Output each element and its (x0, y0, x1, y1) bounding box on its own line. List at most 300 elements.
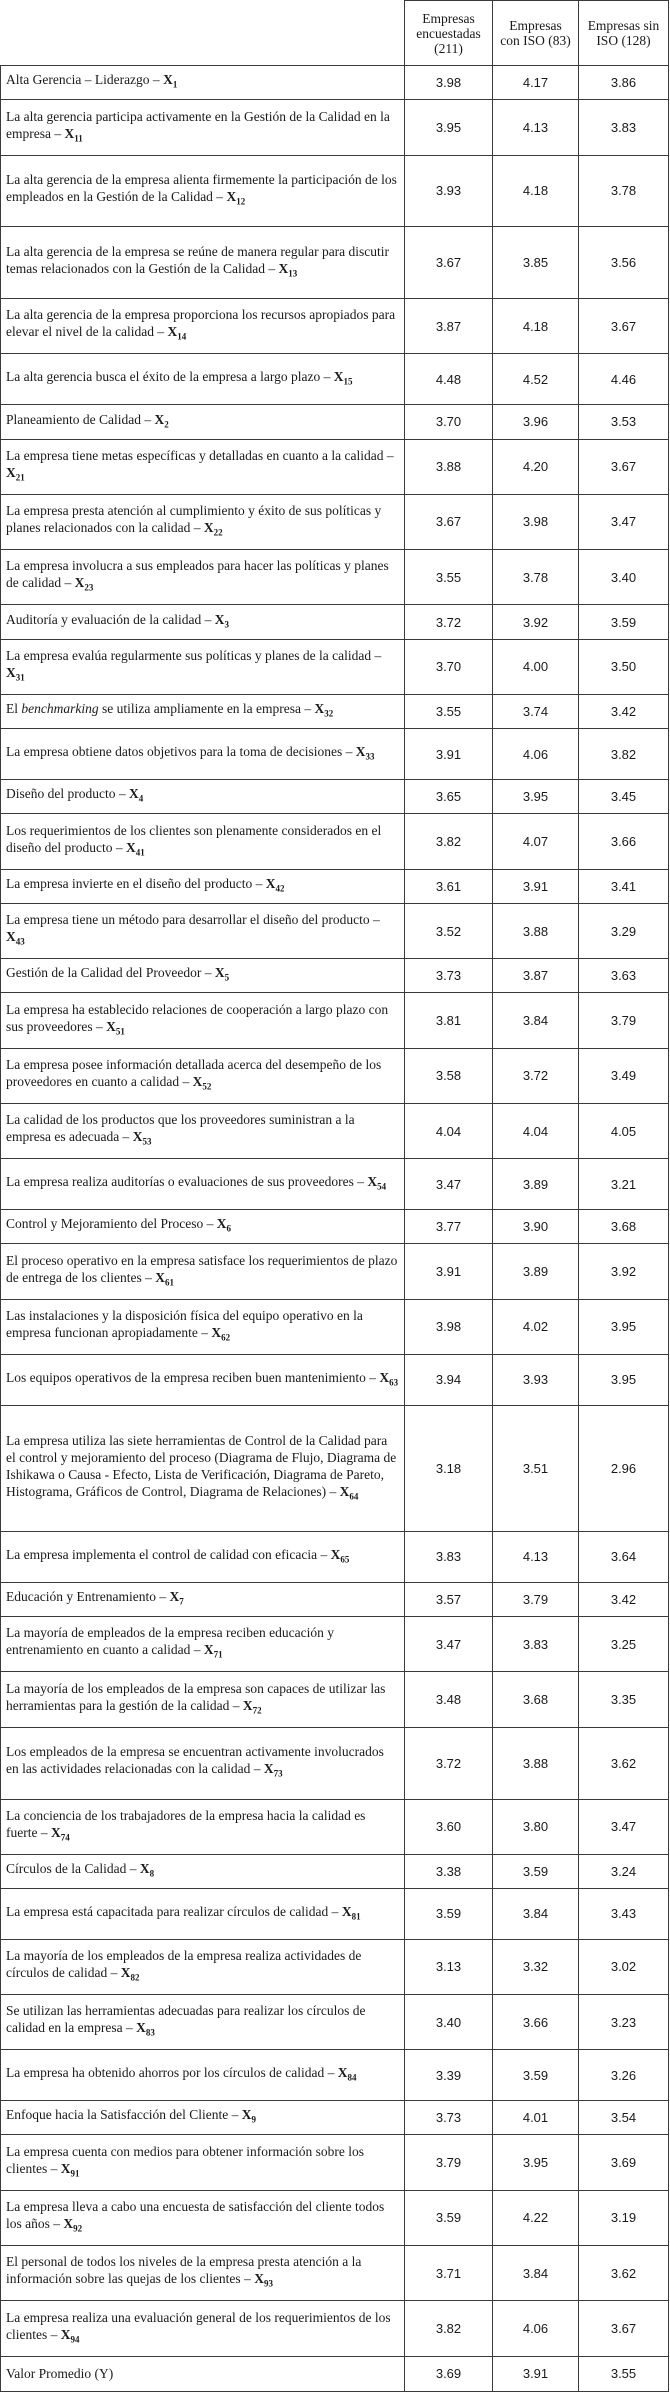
table-row (1, 959, 669, 993)
row-label-text: La mayoría de los empleados de la empresa son capaces de utilizar las herramientas para la gestión de la calidad – X (6, 1680, 386, 1713)
value-surveyed: 3.38 (405, 1854, 493, 1888)
row-label-text: El benchmarking se utiliza ampliamente en la empresa – X (6, 701, 325, 717)
table-row (1, 1582, 669, 1616)
table-row (1, 1355, 669, 1406)
variable-subscript: 6 (226, 1224, 231, 1235)
header-row (1, 1, 669, 66)
row-label-text: La mayoría de empleados de la empresa reciben educación y entrenamiento en cuanto a calidad – X (6, 1625, 334, 1658)
row-label (1, 155, 405, 227)
table-row (1, 2301, 669, 2356)
variable-subscript: 1 (172, 79, 178, 90)
row-label (1, 993, 405, 1048)
table-row (1, 1995, 669, 2050)
value-surveyed: 3.73 (405, 959, 493, 993)
row-label (1, 959, 405, 993)
value-without-iso: 3.62 (579, 2246, 669, 2301)
value-with-iso: 4.22 (493, 2190, 579, 2245)
table-row (1, 2101, 669, 2135)
row-label-text: Las instalaciones y la disposición física del equipo operativo en la empresa funcionan apropiadamente – X (6, 1308, 363, 1341)
value-surveyed: 3.47 (405, 1159, 493, 1210)
header-surveyed-companies: Empresas encuestadas (211) (405, 1, 493, 66)
value-surveyed: 3.83 (405, 1532, 493, 1583)
row-label (1, 1854, 405, 1888)
variable-subscript: 31 (15, 672, 25, 683)
row-label-text: El proceso operativo en la empresa satisface los requerimientos de plazo de entrega de los clientes – X (6, 1252, 398, 1285)
value-without-iso: 3.67 (579, 299, 669, 354)
variable-subscript: 54 (377, 1181, 387, 1192)
row-label-text: La empresa utiliza las siete herramientas de Control de la Calidad para el control y mejoramiento del proceso (Diagrama de Flujo, Diagrama de Ishikawa o Causa - Efecto, Lista de Verificación, Diagrama de Pareto, Histograma, Gráficos de Control, Diagrama de Relaciones) – X (6, 1432, 397, 1499)
row-label (1, 354, 405, 405)
row-label-text: La empresa realiza auditorías o evaluaciones de sus proveedores – X (6, 1173, 378, 1189)
value-with-iso: 3.84 (493, 1889, 579, 1940)
table-row (1, 2135, 669, 2190)
value-with-iso: 3.89 (493, 1244, 579, 1299)
value-with-iso: 3.78 (493, 550, 579, 605)
table-row (1, 1210, 669, 1244)
value-without-iso: 3.82 (579, 729, 669, 780)
value-with-iso: 3.87 (493, 959, 579, 993)
row-label (1, 1104, 405, 1159)
value-surveyed: 3.82 (405, 814, 493, 869)
value-without-iso: 3.69 (579, 2135, 669, 2190)
variable-subscript: 43 (15, 936, 25, 947)
table-row (1, 1799, 669, 1854)
value-surveyed: 3.57 (405, 1582, 493, 1616)
row-label-text: La empresa invierte en el diseño del producto – X (6, 875, 276, 891)
value-with-iso: 3.59 (493, 2050, 579, 2101)
table-row (1, 405, 669, 439)
row-label (1, 439, 405, 494)
row-label (1, 1939, 405, 1994)
value-without-iso: 3.86 (579, 66, 669, 100)
value-with-iso: 4.18 (493, 155, 579, 227)
value-without-iso: 3.29 (579, 903, 669, 958)
variable-subscript: 53 (142, 1137, 152, 1148)
value-without-iso: 3.47 (579, 494, 669, 549)
value-with-iso: 3.89 (493, 1159, 579, 1210)
value-with-iso: 4.01 (493, 2101, 579, 2135)
row-label-text: Control y Mejoramiento del Proceso – X (6, 1216, 227, 1232)
row-label (1, 2050, 405, 2101)
variable-subscript: 8 (149, 1868, 155, 1879)
row-label-text: Educación y Entrenamiento – X (6, 1589, 180, 1605)
value-without-iso: 3.21 (579, 1159, 669, 1210)
value-surveyed: 3.61 (405, 869, 493, 903)
table-row (1, 903, 669, 958)
value-without-iso: 3.79 (579, 993, 669, 1048)
row-label-text: La empresa presta atención al cumplimiento y éxito de sus políticas y planes relacionados con la calidad – X (6, 503, 382, 536)
value-with-iso: 3.98 (493, 494, 579, 549)
value-without-iso: 3.92 (579, 1244, 669, 1299)
table-row (1, 155, 669, 227)
value-with-iso: 3.85 (493, 227, 579, 299)
value-with-iso: 4.13 (493, 1532, 579, 1583)
row-label (1, 299, 405, 354)
row-label-text: Los empleados de la empresa se encuentran activamente involucrados en las actividades relacionadas con la calidad – X (6, 1744, 384, 1777)
value-without-iso: 3.56 (579, 227, 669, 299)
table-row (1, 993, 669, 1048)
value-without-iso: 3.67 (579, 2301, 669, 2356)
value-with-iso: 3.83 (493, 1617, 579, 1672)
row-label-text: La alta gerencia participa activamente en la Gestión de la Calidad en la empresa – X (6, 108, 390, 141)
value-surveyed: 3.73 (405, 2101, 493, 2135)
table-row (1, 780, 669, 814)
variable-subscript: 5 (224, 973, 230, 984)
table-row (1, 695, 669, 729)
value-without-iso: 3.47 (579, 1799, 669, 1854)
value-with-iso: 3.95 (493, 780, 579, 814)
variable-subscript: 32 (324, 708, 334, 719)
row-label (1, 639, 405, 694)
value-surveyed: 3.59 (405, 1889, 493, 1940)
table-row (1, 100, 669, 155)
table-row (1, 1048, 669, 1103)
row-label-text: La alta gerencia busca el éxito de la empresa a largo plazo – X (6, 369, 344, 385)
value-without-iso: 3.62 (579, 1727, 669, 1799)
value-without-iso: 3.40 (579, 550, 669, 605)
value-surveyed: 3.67 (405, 227, 493, 299)
table-row (1, 1889, 669, 1940)
row-label-text: Alta Gerencia – Liderazgo – X (6, 72, 173, 88)
value-without-iso: 3.50 (579, 639, 669, 694)
table-row (1, 2356, 669, 2391)
row-label (1, 903, 405, 958)
row-label-text: La empresa posee información detallada acerca del desempeño de los proveedores en cuanto a calidad – X (6, 1057, 382, 1090)
row-label (1, 1048, 405, 1103)
row-label-text: La alta gerencia de la empresa se reúne de manera regular para discutir temas relacionados con la Gestión de la Calidad – X (6, 243, 390, 276)
row-label-text: La empresa ha establecido relaciones de cooperación a largo plazo con sus proveedores – X (6, 1001, 389, 1034)
variable-subscript: 64 (349, 1491, 359, 1502)
row-label (1, 2356, 405, 2391)
value-without-iso: 2.96 (579, 1405, 669, 1531)
value-surveyed: 3.95 (405, 100, 493, 155)
variable-subscript: 61 (164, 1277, 174, 1288)
row-label-text: La empresa lleva a cabo una encuesta de satisfacción del cliente todos los años – X (6, 2199, 385, 2232)
row-label-text: Enfoque hacia la Satisfacción del Cliente – X (6, 2107, 252, 2123)
value-with-iso: 3.51 (493, 1405, 579, 1531)
value-with-iso: 4.00 (493, 639, 579, 694)
row-label (1, 1582, 405, 1616)
value-surveyed: 3.55 (405, 550, 493, 605)
table-row (1, 1532, 669, 1583)
value-with-iso: 3.80 (493, 1799, 579, 1854)
row-label (1, 1159, 405, 1210)
variable-subscript: 65 (340, 1554, 350, 1565)
value-without-iso: 4.05 (579, 1104, 669, 1159)
variable-subscript: 71 (213, 1650, 223, 1661)
row-label (1, 1727, 405, 1799)
variable-subscript: 74 (60, 1832, 70, 1843)
row-label (1, 2135, 405, 2190)
value-without-iso: 3.26 (579, 2050, 669, 2101)
value-with-iso: 3.96 (493, 405, 579, 439)
row-label (1, 780, 405, 814)
row-label-text: La alta gerencia de la empresa alienta firmemente la participación de los empleados en la Gestión de la Calidad – X (6, 172, 397, 205)
row-label-text: La empresa cuenta con medios para obtener información sobre los clientes – X (6, 2143, 364, 2176)
row-label (1, 1244, 405, 1299)
value-surveyed: 3.55 (405, 695, 493, 729)
value-without-iso: 3.19 (579, 2190, 669, 2245)
row-label-text: Los requerimientos de los clientes son plenamente considerados en el diseño del producto – X (6, 822, 382, 855)
row-label-text: La empresa tiene un método para desarrollar el diseño del producto – X (6, 912, 380, 945)
header-iso-companies: Empresas con ISO (83) (493, 1, 579, 66)
variable-subscript: 13 (288, 268, 298, 279)
value-with-iso: 4.04 (493, 1104, 579, 1159)
variable-subscript: 84 (347, 2072, 357, 2083)
row-label (1, 227, 405, 299)
value-with-iso: 3.59 (493, 1854, 579, 1888)
row-label-text: Se utilizan las herramientas adecuadas para realizar los círculos de calidad en la empresa – X (6, 2003, 366, 2036)
value-surveyed: 3.72 (405, 605, 493, 639)
value-surveyed: 4.48 (405, 354, 493, 405)
variable-subscript: 42 (275, 883, 285, 894)
row-label (1, 1617, 405, 1672)
value-with-iso: 3.91 (493, 869, 579, 903)
value-without-iso: 3.59 (579, 605, 669, 639)
value-surveyed: 3.88 (405, 439, 493, 494)
value-with-iso: 3.66 (493, 1995, 579, 2050)
value-with-iso: 4.13 (493, 100, 579, 155)
table-body (1, 66, 669, 2392)
value-without-iso: 3.95 (579, 1355, 669, 1406)
table-row (1, 869, 669, 903)
table-row (1, 2190, 669, 2245)
variable-subscript: 83 (145, 2028, 155, 2039)
value-surveyed: 4.04 (405, 1104, 493, 1159)
row-label-text: Gestión de la Calidad del Proveedor – X (6, 965, 225, 981)
row-label (1, 550, 405, 605)
row-label (1, 814, 405, 869)
table-row (1, 2050, 669, 2101)
table-row (1, 814, 669, 869)
row-label (1, 1355, 405, 1406)
row-label (1, 1799, 405, 1854)
variable-subscript: 4 (138, 794, 144, 804)
value-without-iso: 3.23 (579, 1995, 669, 2050)
table-row (1, 1405, 669, 1531)
value-surveyed: 3.93 (405, 155, 493, 227)
variable-subscript: 51 (115, 1026, 125, 1037)
variable-subscript: 22 (213, 527, 223, 538)
value-surveyed: 3.40 (405, 1995, 493, 2050)
value-without-iso: 3.53 (579, 405, 669, 439)
row-label (1, 1405, 405, 1531)
value-surveyed: 3.48 (405, 1672, 493, 1727)
table-row (1, 299, 669, 354)
row-label-text: Valor Promedio (Y) (6, 2366, 114, 2382)
row-label (1, 2101, 405, 2135)
variable-subscript: 62 (221, 1332, 231, 1343)
value-surveyed: 3.70 (405, 405, 493, 439)
table-row (1, 1854, 669, 1888)
value-with-iso: 3.92 (493, 605, 579, 639)
value-without-iso: 3.78 (579, 155, 669, 227)
value-without-iso: 3.35 (579, 1672, 669, 1727)
value-without-iso: 3.45 (579, 780, 669, 814)
row-label-text: Diseño del producto – X (6, 786, 139, 802)
row-label-text: La conciencia de los trabajadores de la empresa hacia la calidad es fuerte – X (6, 1807, 366, 1840)
value-surveyed: 3.87 (405, 299, 493, 354)
variable-subscript: 23 (84, 583, 94, 594)
value-without-iso: 3.25 (579, 1617, 669, 1672)
value-surveyed: 3.71 (405, 2246, 493, 2301)
value-surveyed: 3.91 (405, 1244, 493, 1299)
value-surveyed: 3.60 (405, 1799, 493, 1854)
value-with-iso: 4.18 (493, 299, 579, 354)
row-label-text: La mayoría de los empleados de la empresa realiza actividades de círculos de calidad – X (6, 1948, 362, 1981)
value-with-iso: 3.88 (493, 1727, 579, 1799)
header-non-iso-companies: Empresas sin ISO (128) (579, 1, 669, 66)
variable-subscript: 82 (130, 1972, 140, 1983)
value-surveyed: 3.98 (405, 66, 493, 100)
row-label-text: La empresa implementa el control de calidad con eficacia – X (6, 1546, 341, 1562)
table-row (1, 1727, 669, 1799)
value-with-iso: 3.84 (493, 993, 579, 1048)
value-with-iso: 4.07 (493, 814, 579, 869)
variable-subscript: 33 (365, 751, 375, 762)
row-label-text: Planeamiento de Calidad – X (6, 411, 165, 427)
value-without-iso: 3.83 (579, 100, 669, 155)
row-label-text: Los equipos operativos de la empresa reciben buen mantenimiento – X (6, 1369, 390, 1385)
row-label (1, 494, 405, 549)
table-row (1, 66, 669, 100)
value-without-iso: 3.64 (579, 1532, 669, 1583)
variable-subscript: 92 (73, 2223, 83, 2234)
value-surveyed: 3.70 (405, 639, 493, 694)
row-label-text: La alta gerencia de la empresa proporciona los recursos apropiados para elevar el nivel de la calidad – X (6, 307, 396, 340)
variable-subscript: 93 (263, 2279, 273, 2290)
value-without-iso: 3.42 (579, 1582, 669, 1616)
row-label (1, 1672, 405, 1727)
row-label (1, 2246, 405, 2301)
value-without-iso: 3.49 (579, 1048, 669, 1103)
row-label (1, 1299, 405, 1354)
row-label-text: La calidad de los productos que los proveedores suministran a la empresa es adecuada – X (6, 1112, 355, 1145)
variable-subscript: 94 (70, 2334, 80, 2345)
value-with-iso: 3.84 (493, 2246, 579, 2301)
value-surveyed: 3.58 (405, 1048, 493, 1103)
value-surveyed: 3.13 (405, 1939, 493, 1994)
value-with-iso: 4.02 (493, 1299, 579, 1354)
variable-subscript: 91 (70, 2168, 80, 2179)
table-row (1, 1159, 669, 1210)
row-label-text: La empresa ha obtenido ahorros por los círculos de calidad – X (6, 2064, 348, 2080)
table-row (1, 1104, 669, 1159)
value-with-iso: 3.90 (493, 1210, 579, 1244)
table-row (1, 227, 669, 299)
value-without-iso: 3.95 (579, 1299, 669, 1354)
row-label (1, 66, 405, 100)
row-label (1, 1889, 405, 1940)
value-without-iso: 4.46 (579, 354, 669, 405)
variable-subscript: 11 (74, 133, 83, 144)
variable-subscript: 63 (389, 1377, 399, 1388)
row-label-text: La empresa realiza una evaluación general de los requerimientos de los clientes – X (6, 2309, 391, 2342)
value-surveyed: 3.69 (405, 2356, 493, 2391)
variable-subscript: 15 (343, 376, 353, 387)
value-without-iso: 3.66 (579, 814, 669, 869)
value-without-iso: 3.41 (579, 869, 669, 903)
value-with-iso: 3.79 (493, 1582, 579, 1616)
variable-subscript: 21 (15, 472, 25, 483)
value-surveyed: 3.91 (405, 729, 493, 780)
row-label-text: La empresa tiene metas específicas y detalladas en cuanto a la calidad – X (6, 447, 394, 480)
value-surveyed: 3.47 (405, 1617, 493, 1672)
value-surveyed: 3.94 (405, 1355, 493, 1406)
value-without-iso: 3.67 (579, 439, 669, 494)
value-with-iso: 4.52 (493, 354, 579, 405)
table-row (1, 605, 669, 639)
row-label (1, 100, 405, 155)
row-label (1, 1210, 405, 1244)
row-label (1, 405, 405, 439)
value-without-iso: 3.54 (579, 2101, 669, 2135)
table-row (1, 639, 669, 694)
table-row (1, 439, 669, 494)
row-label-text: La empresa involucra a sus empleados para hacer las políticas y planes de calidad – X (6, 558, 389, 591)
row-label-text: La empresa está capacitada para realizar círculos de calidad – X (6, 1903, 352, 1919)
value-with-iso: 3.95 (493, 2135, 579, 2190)
value-with-iso: 3.93 (493, 1355, 579, 1406)
variable-subscript: 14 (177, 332, 187, 343)
value-without-iso: 3.55 (579, 2356, 669, 2391)
variable-subscript: 2 (164, 419, 169, 430)
value-surveyed: 3.18 (405, 1405, 493, 1531)
value-with-iso: 4.20 (493, 439, 579, 494)
value-surveyed: 3.67 (405, 494, 493, 549)
variable-subscript: 52 (202, 1081, 212, 1092)
value-with-iso: 4.06 (493, 2301, 579, 2356)
row-label-text: Auditoría y evaluación de la calidad – X (6, 611, 225, 627)
row-label (1, 605, 405, 639)
row-label (1, 869, 405, 903)
value-surveyed: 3.52 (405, 903, 493, 958)
table-row (1, 2246, 669, 2301)
table-row (1, 550, 669, 605)
row-label-text: La empresa evalúa regularmente sus políticas y planes de la calidad – X (6, 648, 382, 681)
row-label-text: Círculos de la Calidad – X (6, 1861, 150, 1877)
value-without-iso: 3.24 (579, 1854, 669, 1888)
table-row (1, 494, 669, 549)
value-without-iso: 3.02 (579, 1939, 669, 1994)
value-surveyed: 3.65 (405, 780, 493, 814)
header-corner (1, 1, 405, 66)
variable-subscript: 73 (273, 1768, 283, 1779)
table-row (1, 354, 669, 405)
variable-subscript: 81 (351, 1911, 361, 1922)
value-surveyed: 3.72 (405, 1727, 493, 1799)
value-without-iso: 3.63 (579, 959, 669, 993)
row-label (1, 2301, 405, 2356)
value-surveyed: 3.39 (405, 2050, 493, 2101)
variable-subscript: 7 (179, 1596, 184, 1607)
table-row (1, 1617, 669, 1672)
row-label (1, 1532, 405, 1583)
value-with-iso: 3.32 (493, 1939, 579, 1994)
variable-subscript: 72 (252, 1705, 262, 1716)
table-row (1, 729, 669, 780)
row-label (1, 729, 405, 780)
value-with-iso: 4.06 (493, 729, 579, 780)
value-without-iso: 3.42 (579, 695, 669, 729)
variable-subscript: 41 (135, 847, 145, 858)
row-label-text: La empresa obtiene datos objetivos para la toma de decisiones – X (6, 743, 366, 759)
value-without-iso: 3.68 (579, 1210, 669, 1244)
table-row (1, 1244, 669, 1299)
value-surveyed: 3.79 (405, 2135, 493, 2190)
table-row (1, 1939, 669, 1994)
row-label (1, 695, 405, 729)
